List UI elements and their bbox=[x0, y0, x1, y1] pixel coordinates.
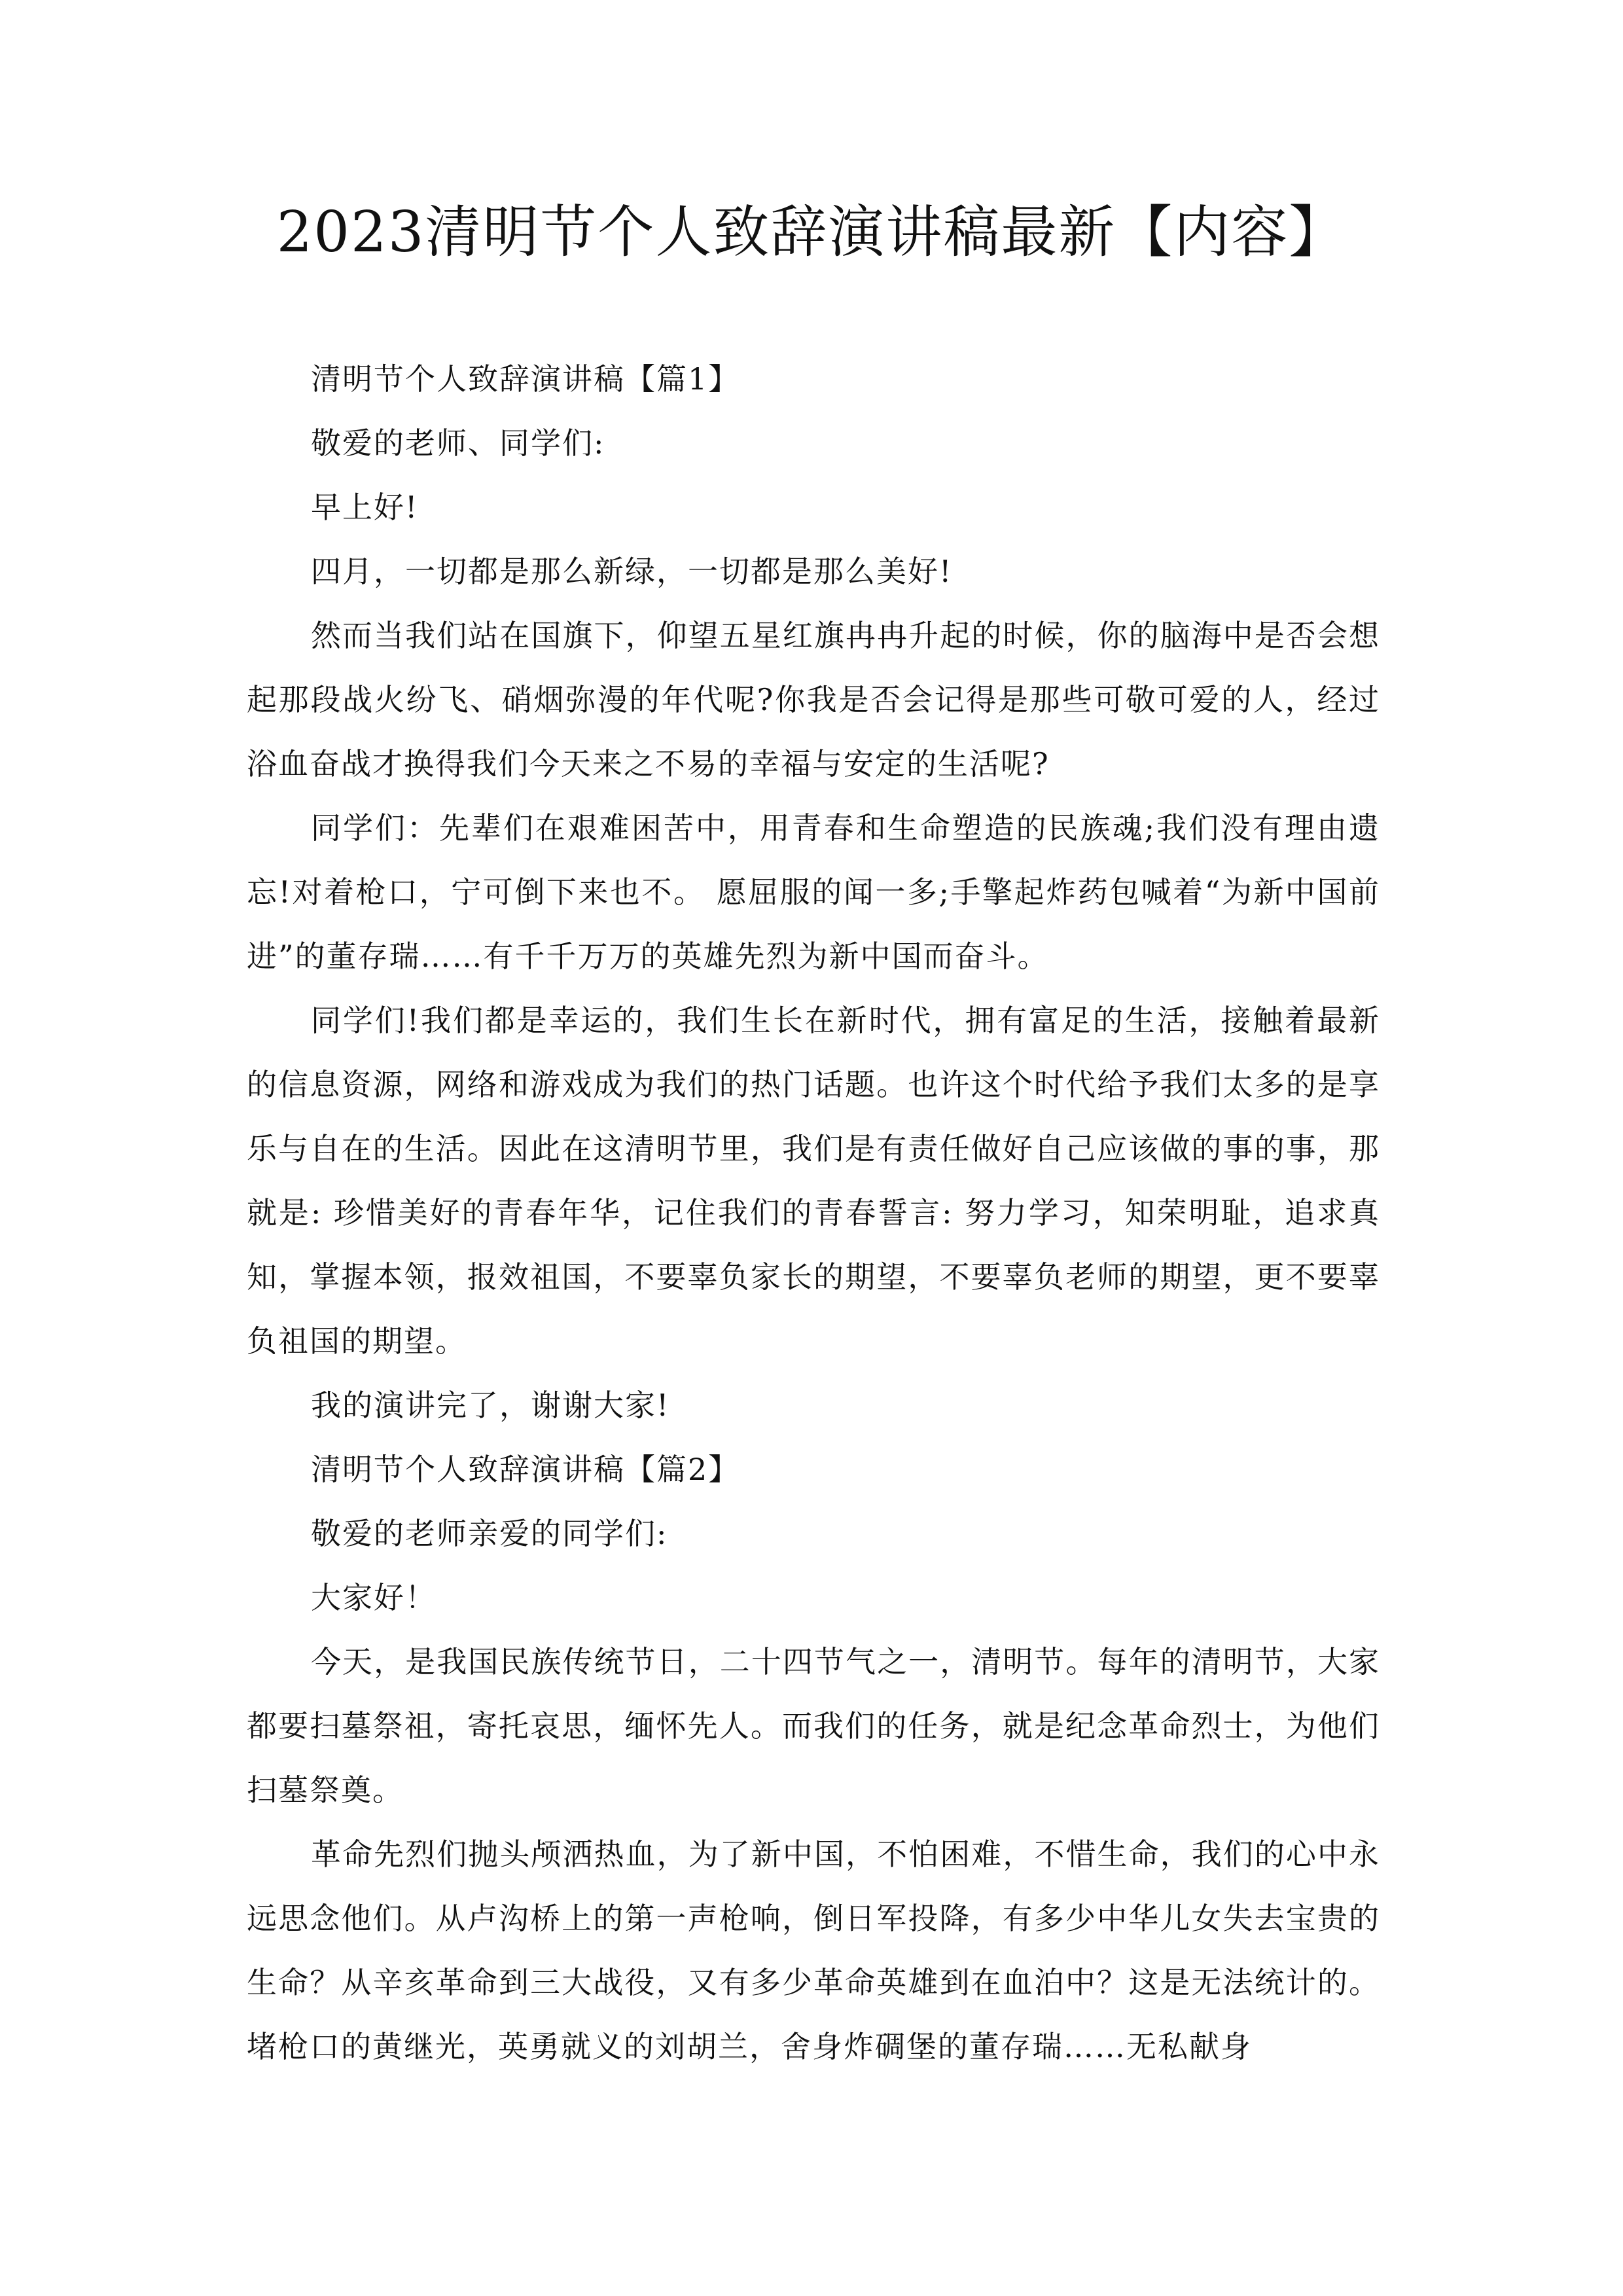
salutation: 敬爱的老师、同学们: bbox=[311, 425, 605, 461]
section-heading-1: 清明节个人致辞演讲稿【篇1】 bbox=[311, 361, 740, 397]
body-paragraph: 革命先烈们抛头颅洒热血，为了新中国，不怕困难，不惜生命，我们的心中永远思念他们。从卢沟桥上的第一声枪响，倒日军投降，有多少中华儿女失去宝贵的生命？从辛亥革命到三大战役，又有多少革命英雄到在血泊中？这是无法统计的。堵枪口的黄继光，英勇就义的刘胡兰，舍身炸碉堡的董存瑞……无私献身 bbox=[247, 1837, 1380, 2064]
document-title: 2023清明节个人致辞演讲稿最新【内容】 bbox=[276, 200, 1347, 265]
body-paragraph: 四月，一切都是那么新绿，一切都是那么美好! bbox=[311, 554, 953, 589]
closing-line: 我的演讲完了，谢谢大家! bbox=[311, 1388, 670, 1423]
body-paragraph: 同学们：先辈们在艰难困苦中，用青春和生命塑造的民族魂;我们没有理由遗忘!对着枪口，宁可倒下来也不。 愿屈服的闻一多;手擎起炸药包喊着“为新中国前进”的董存瑞……有千千万万的英雄先烈为新中国而奋斗。 bbox=[247, 810, 1380, 974]
body-paragraph: 然而当我们站在国旗下，仰望五星红旗冉冉升起的时候，你的脑海中是否会想起那段战火纷飞、硝烟弥漫的年代呢?你我是否会记得是那些可敬可爱的人，经过浴血奋战才换得我们今天来之不易的幸福与安定的生活呢? bbox=[247, 618, 1380, 781]
document-body bbox=[247, 347, 1380, 2079]
body-paragraph: 同学们!我们都是幸运的，我们生长在新时代，拥有富足的生活，接触着最新的信息资源，网络和游戏成为我们的热门话题。也许这个时代给予我们太多的是享乐与自在的生活。因此在这清明节里，我们是有责任做好自己应该做的事的事，那就是: 珍惜美好的青春年华，记住我们的青春誓言: 努力学习，知荣明耻，追求真知，掌握本领，报效祖国，不要辜负家长的期望，不要辜负老师的期望，更不要辜负祖国的期望。 bbox=[247, 1003, 1380, 1359]
greeting: 大家好！ bbox=[311, 1580, 437, 1615]
greeting: 早上好! bbox=[311, 490, 419, 525]
body-paragraph: 今天，是我国民族传统节日，二十四节气之一，清明节。每年的清明节，大家都要扫墓祭祖，寄托哀思，缅怀先人。而我们的任务，就是纪念革命烈士，为他们扫墓祭奠。 bbox=[247, 1644, 1380, 1808]
section-heading-2: 清明节个人致辞演讲稿【篇2】 bbox=[311, 1452, 740, 1487]
salutation: 敬爱的老师亲爱的同学们: bbox=[311, 1516, 668, 1551]
